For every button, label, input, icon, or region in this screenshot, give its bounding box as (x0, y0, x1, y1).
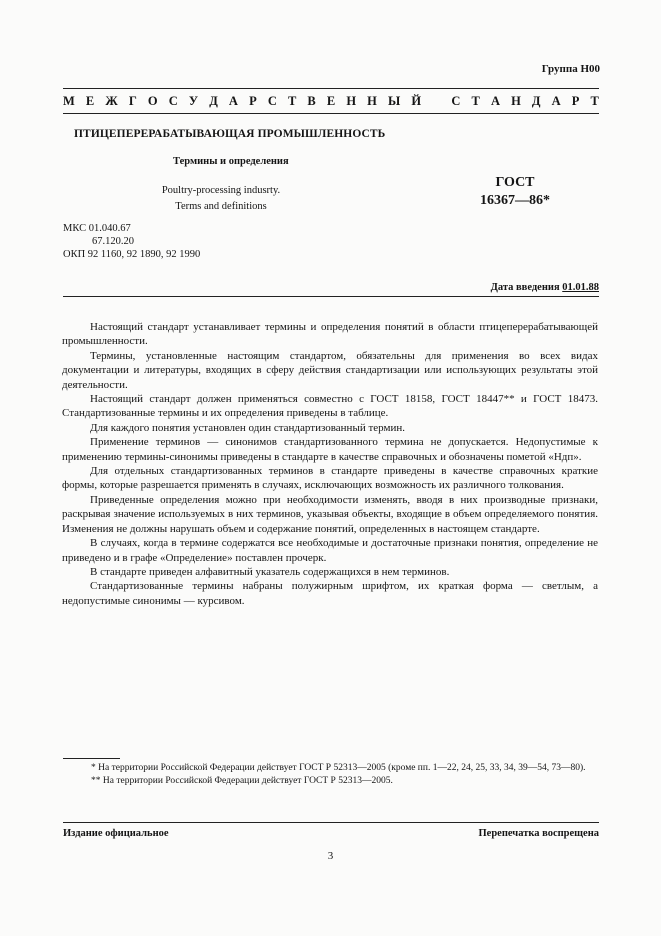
banner-letter: Т (590, 94, 599, 108)
paragraph: Для отдельных стандартизованных терминов в стандарте приведены в качестве справочных краткие формы, которые разрешается применять в случаях, исключающих возможность их различного толкования. (62, 465, 598, 492)
banner-letter: Г (128, 94, 137, 108)
banner-letter: Ы (388, 94, 401, 108)
mks-code-continued: 67.120.20 (92, 236, 134, 247)
body-text (62, 320, 598, 608)
group-code: Группа Н00 (541, 63, 600, 75)
banner-letter: Н (367, 94, 377, 108)
banner-gap (432, 94, 440, 108)
paragraph: Приведенные определения можно при необходимости изменять, вводя в них производные признаки, раскрывая значение используемых в них терминов, указывая объекты, входящие в объем определяемого понятия. Изменения не должны нарушать объем и содержание понятий, определенных в настоящем стандарте. (62, 493, 598, 535)
banner-rule (63, 113, 599, 114)
document-subtitle: Термины и определения (173, 156, 289, 167)
paragraph: Настоящий стандарт устанавливает термины и определения понятий в области птицеперерабатывающей промышленности. (62, 321, 598, 348)
banner-letter: М (63, 94, 75, 108)
banner-letter: С (267, 94, 277, 108)
paragraph: В случаях, когда в термине содержатся все необходимые и достаточные признаки понятия, определение не приведено и в графе «Определение» поставлен прочерк. (62, 537, 598, 564)
paragraph: Термины, установленные настоящим стандартом, обязательны для применения во всех видах документации и литературы, входящих в сферу действия стандартизации или использующих результаты этой деятельности. (62, 349, 598, 391)
banner-letter: Е (326, 94, 336, 108)
footnotes (63, 762, 599, 788)
banner-letter: Р (249, 94, 257, 108)
paragraph: В стандарте приведен алфавитный указатель содержащихся в нем терминов. (90, 565, 450, 578)
banner-letter: Т (287, 94, 297, 108)
banner-letter: У (188, 94, 199, 108)
official-edition-label: Издание официальное (63, 828, 169, 839)
footer-rule (63, 822, 599, 823)
banner-letter: А (228, 94, 238, 108)
paragraph: Применение терминов — синонимов стандартизованного термина не допускается. Недопустимые к применению термины-синонимы приведены в стандарте в качестве справочных и обозначены пометой «Ндп». (62, 436, 598, 463)
banner-letter: В (307, 94, 316, 108)
banner-letter: Н (346, 94, 357, 108)
document-title: ПТИЦЕПЕРЕРАБАТЫВАЮЩАЯ ПРОМЫШЛЕННОСТЬ (74, 128, 386, 140)
paragraph: Настоящий стандарт должен применяться совместно с ГОСТ 18158, ГОСТ 18447** и ГОСТ 18473. Стандартизованные термины и их определения приведены в таблице. (62, 393, 598, 420)
gost-label: ГОСТ (495, 175, 535, 190)
gost-number: 16367—86* (480, 193, 550, 208)
footnote: * На территории Российской Федерации действует ГОСТ Р 52313—2005 (кроме пп. 1—22, 24, 25, 33, 34, 39—54, 73—80). (91, 763, 586, 773)
date-rule (63, 296, 599, 297)
gost-designation (455, 174, 575, 210)
okp-code: ОКП 92 1160, 92 1890, 92 1990 (63, 249, 201, 260)
paragraph: Стандартизованные термины набраны полужирным шрифтом, их краткая форма — светлым, а недопустимые синонимы — курсивом. (62, 580, 598, 607)
standard-banner (63, 94, 599, 108)
footnote-rule (63, 758, 120, 759)
banner-letter: А (490, 94, 500, 108)
banner-letter: Н (511, 94, 521, 108)
reprint-prohibited-label: Перепечатка воспрещена (478, 828, 599, 839)
banner-letter: Д (531, 94, 541, 108)
banner-letter: Й (411, 94, 422, 108)
english-title-line: Terms and definitions (175, 201, 267, 212)
paragraph: Для каждого понятия установлен один стандартизованный термин. (90, 421, 405, 434)
footnote: ** На территории Российской Федерации действует ГОСТ Р 52313—2005. (91, 776, 393, 786)
banner-letter: Т (471, 94, 480, 108)
banner-letter: С (168, 94, 178, 108)
banner-letter: О (147, 94, 158, 108)
introduction-date-label: Дата введения (490, 282, 560, 293)
banner-letter: С (451, 94, 461, 108)
banner-letter: Д (209, 94, 218, 108)
banner-letter: Е (85, 94, 95, 108)
banner-letter: Ж (105, 94, 118, 108)
english-title (146, 183, 296, 215)
mks-code: МКС 01.040.67 (63, 223, 131, 234)
banner-letter: А (551, 94, 561, 108)
classification-codes (63, 222, 200, 261)
introduction-date-value: 01.01.88 (562, 282, 599, 293)
page-number: 3 (327, 850, 334, 862)
introduction-date (491, 282, 599, 293)
banner-letter: Р (571, 94, 580, 108)
english-title-line: Poultry-processing indusrty. (161, 185, 281, 196)
top-rule (63, 88, 599, 89)
